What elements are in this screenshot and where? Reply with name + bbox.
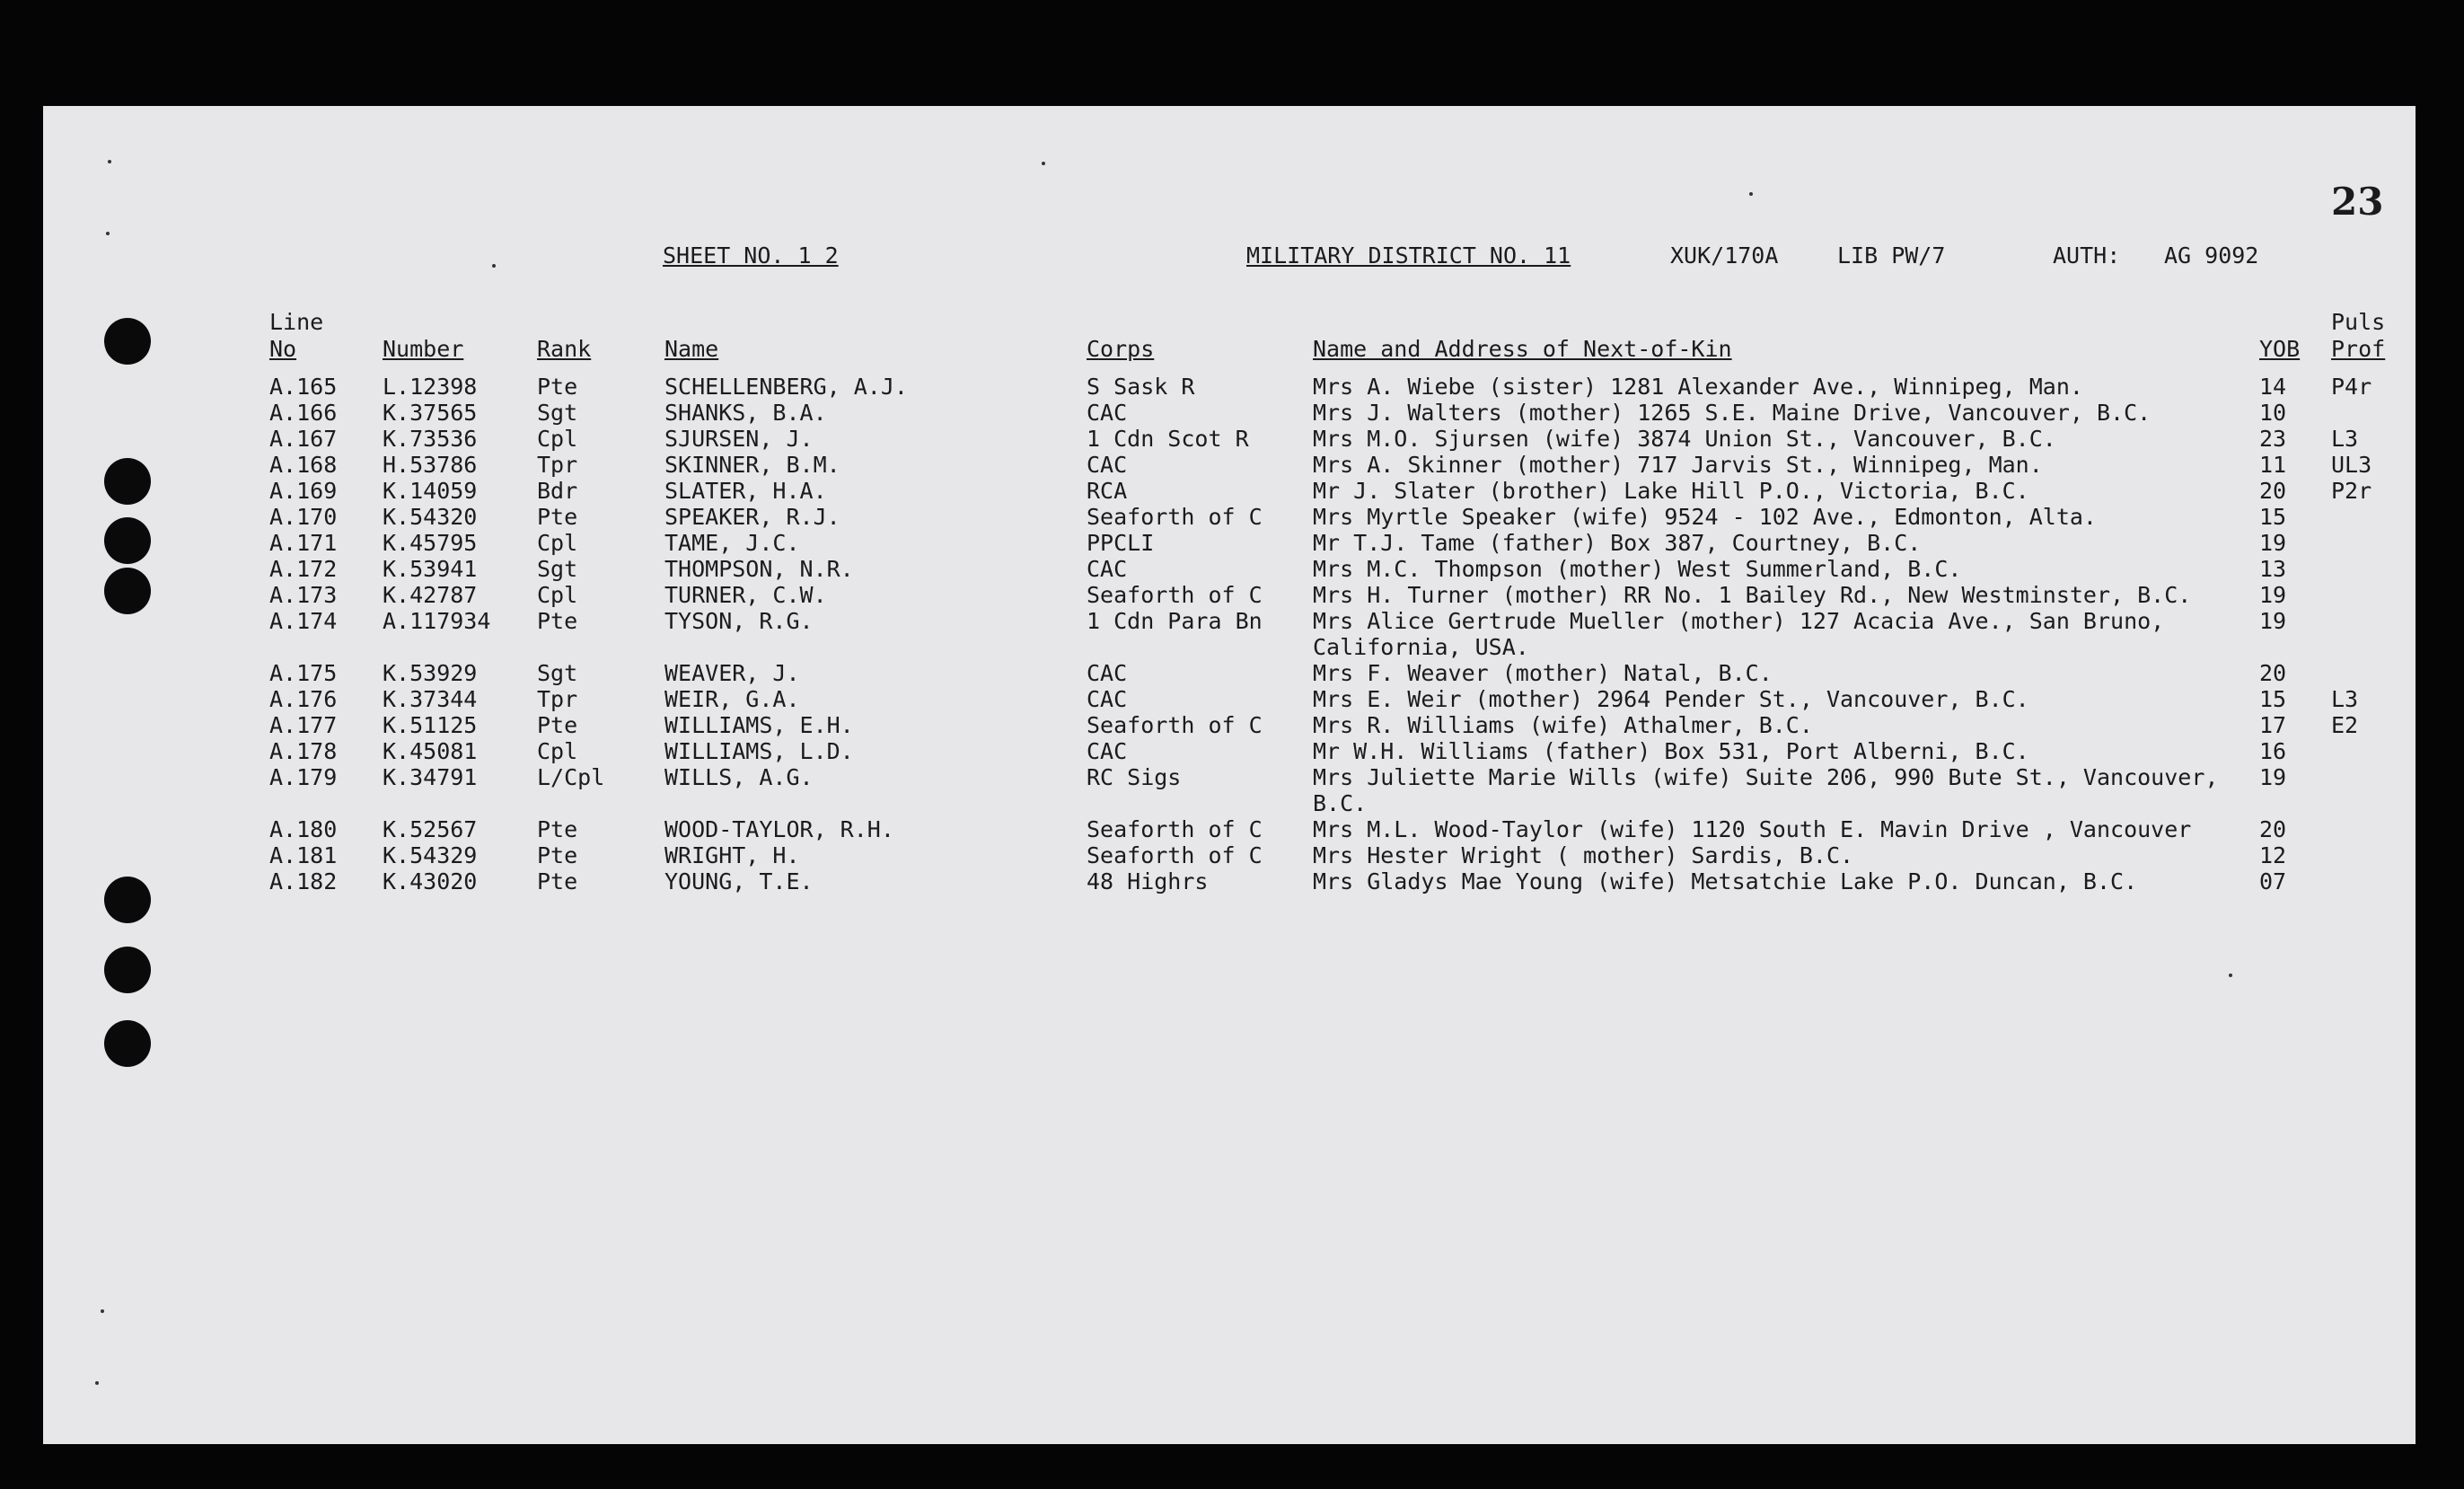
- next-of-kin: Mr J. Slater (brother) Lake Hill P.O., Victoria, B.C.: [1313, 478, 2029, 504]
- rank: Cpl: [537, 426, 578, 452]
- speck: [2229, 974, 2232, 977]
- table-row: [43, 400, 2416, 426]
- punch-hole: [104, 947, 151, 993]
- pulhems-profile: E2: [2331, 712, 2359, 738]
- table-row: [43, 686, 2416, 712]
- line-number: A.181: [269, 842, 338, 868]
- year-of-birth: 19: [2259, 764, 2287, 790]
- rank: Cpl: [537, 530, 578, 556]
- year-of-birth: 20: [2259, 478, 2287, 504]
- year-of-birth: 11: [2259, 452, 2287, 478]
- line-number: A.169: [269, 478, 338, 504]
- year-of-birth: 15: [2259, 504, 2287, 530]
- rank: Sgt: [537, 556, 578, 582]
- corps: S Sask R: [1087, 374, 1195, 400]
- speck: [1749, 192, 1753, 196]
- line-number: A.175: [269, 660, 338, 686]
- corps: CAC: [1087, 452, 1128, 478]
- next-of-kin: Mrs Gladys Mae Young (wife) Metsatchie Lake P.O. Duncan, B.C.: [1313, 868, 2138, 894]
- next-of-kin: Mrs R. Williams (wife) Athalmer, B.C.: [1313, 712, 1813, 738]
- line-number: A.180: [269, 816, 338, 842]
- table-row: [43, 452, 2416, 478]
- table-row: [43, 582, 2416, 608]
- col-head-rank: Rank: [537, 336, 592, 362]
- pulhems-profile: L3: [2331, 686, 2359, 712]
- next-of-kin: Mrs J. Walters (mother) 1265 S.E. Maine Drive, Vancouver, B.C.: [1313, 400, 2152, 426]
- table-row: [43, 504, 2416, 530]
- year-of-birth: 10: [2259, 400, 2287, 426]
- corps: CAC: [1087, 400, 1128, 426]
- line-number: A.170: [269, 504, 338, 530]
- service-number: K.54329: [383, 842, 478, 868]
- service-number: K.34791: [383, 764, 478, 790]
- col-head-line-top: Line: [269, 309, 324, 335]
- table-row: [43, 556, 2416, 582]
- service-number: H.53786: [383, 452, 478, 478]
- next-of-kin: Mr W.H. Williams (father) Box 531, Port Alberni, B.C.: [1313, 738, 2029, 764]
- line-number: A.171: [269, 530, 338, 556]
- pulhems-profile: L3: [2331, 426, 2359, 452]
- line-number: A.179: [269, 764, 338, 790]
- year-of-birth: 19: [2259, 530, 2287, 556]
- speck: [101, 1309, 104, 1313]
- speck: [106, 232, 110, 235]
- corps: RCA: [1087, 478, 1128, 504]
- punch-hole: [104, 318, 151, 365]
- speck: [95, 1381, 99, 1385]
- next-of-kin: Mrs F. Weaver (mother) Natal, B.C.: [1313, 660, 1773, 686]
- rank: Pte: [537, 712, 578, 738]
- pulhems-profile: P4r: [2331, 374, 2372, 400]
- soldier-name: WILLIAMS, E.H.: [664, 712, 854, 738]
- service-number: K.73536: [383, 426, 478, 452]
- line-number: A.168: [269, 452, 338, 478]
- speck: [492, 264, 496, 268]
- year-of-birth: 23: [2259, 426, 2287, 452]
- soldier-name: WEAVER, J.: [664, 660, 800, 686]
- soldier-name: WILLIAMS, L.D.: [664, 738, 854, 764]
- corps: CAC: [1087, 660, 1128, 686]
- soldier-name: TAME, J.C.: [664, 530, 800, 556]
- line-number: A.166: [269, 400, 338, 426]
- page-number: 23: [2331, 180, 2384, 224]
- table-row: [43, 842, 2416, 868]
- soldier-name: WRIGHT, H.: [664, 842, 800, 868]
- service-number: K.51125: [383, 712, 478, 738]
- table-row: [43, 738, 2416, 764]
- corps: 1 Cdn Para Bn: [1087, 608, 1263, 634]
- rank: L/Cpl: [537, 764, 605, 790]
- service-number: K.45795: [383, 530, 478, 556]
- soldier-name: WILLS, A.G.: [664, 764, 814, 790]
- document-sheet: [43, 106, 2416, 1444]
- year-of-birth: 14: [2259, 374, 2287, 400]
- service-number: K.54320: [383, 504, 478, 530]
- soldier-name: SCHELLENBERG, A.J.: [664, 374, 908, 400]
- corps: CAC: [1087, 738, 1128, 764]
- col-head-line-bottom: No: [269, 336, 297, 362]
- year-of-birth: 16: [2259, 738, 2287, 764]
- next-of-kin: Mrs Alice Gertrude Mueller (mother) 127 Acacia Ave., San Bruno, California, USA.: [1313, 608, 2165, 660]
- rank: Bdr: [537, 478, 578, 504]
- line-number: A.182: [269, 868, 338, 894]
- line-number: A.177: [269, 712, 338, 738]
- col-head-corps: Corps: [1087, 336, 1155, 362]
- service-number: K.53941: [383, 556, 478, 582]
- soldier-name: SJURSEN, J.: [664, 426, 814, 452]
- next-of-kin: Mrs M.L. Wood-Taylor (wife) 1120 South E. Mavin Drive , Vancouver: [1313, 816, 2192, 842]
- service-number: K.43020: [383, 868, 478, 894]
- next-of-kin: Mrs M.O. Sjursen (wife) 3874 Union St., Vancouver, B.C.: [1313, 426, 2056, 452]
- corps: Seaforth of C: [1087, 582, 1263, 608]
- rank: Tpr: [537, 452, 578, 478]
- corps: PPCLI: [1087, 530, 1155, 556]
- year-of-birth: 07: [2259, 868, 2287, 894]
- year-of-birth: 20: [2259, 816, 2287, 842]
- soldier-name: SLATER, H.A.: [664, 478, 827, 504]
- next-of-kin: Mrs A. Skinner (mother) 717 Jarvis St., Winnipeg, Man.: [1313, 452, 2043, 478]
- next-of-kin: Mrs E. Weir (mother) 2964 Pender St., Vancouver, B.C.: [1313, 686, 2029, 712]
- rank: Pte: [537, 374, 578, 400]
- corps: 1 Cdn Scot R: [1087, 426, 1249, 452]
- soldier-name: WEIR, G.A.: [664, 686, 800, 712]
- line-number: A.172: [269, 556, 338, 582]
- table-row: [43, 764, 2416, 816]
- auth-label: AUTH:: [2053, 242, 2121, 269]
- col-head-next-of-kin: Name and Address of Next-of-Kin: [1313, 336, 1732, 362]
- rank: Cpl: [537, 582, 578, 608]
- year-of-birth: 13: [2259, 556, 2287, 582]
- service-number: L.12398: [383, 374, 478, 400]
- rank: Pte: [537, 816, 578, 842]
- table-row: [43, 374, 2416, 400]
- next-of-kin: Mrs Hester Wright ( mother) Sardis, B.C.: [1313, 842, 1854, 868]
- reference-code: XUK/170A: [1670, 242, 1779, 269]
- soldier-name: SHANKS, B.A.: [664, 400, 827, 426]
- col-head-number: Number: [383, 336, 464, 362]
- year-of-birth: 17: [2259, 712, 2287, 738]
- service-number: K.45081: [383, 738, 478, 764]
- year-of-birth: 15: [2259, 686, 2287, 712]
- speck: [108, 160, 111, 163]
- soldier-name: SPEAKER, R.J.: [664, 504, 840, 530]
- col-head-prof-bottom: Prof: [2331, 336, 2386, 362]
- table-row: [43, 712, 2416, 738]
- col-head-yob: YOB: [2259, 336, 2301, 362]
- corps: Seaforth of C: [1087, 842, 1263, 868]
- sheet-number: SHEET NO. 1 2: [663, 242, 839, 269]
- soldier-name: TYSON, R.G.: [664, 608, 814, 634]
- year-of-birth: 19: [2259, 608, 2287, 634]
- table-row: [43, 530, 2416, 556]
- line-number: A.173: [269, 582, 338, 608]
- punch-hole: [104, 458, 151, 505]
- corps: CAC: [1087, 556, 1128, 582]
- rank: Sgt: [537, 660, 578, 686]
- col-head-name: Name: [664, 336, 719, 362]
- next-of-kin: Mrs Juliette Marie Wills (wife) Suite 206, 990 Bute St., Vancouver, B.C.: [1313, 764, 2219, 816]
- service-number: K.14059: [383, 478, 478, 504]
- table-row: [43, 608, 2416, 660]
- table-row: [43, 478, 2416, 504]
- corps: Seaforth of C: [1087, 816, 1263, 842]
- speck: [1042, 162, 1045, 165]
- corps: CAC: [1087, 686, 1128, 712]
- service-number: K.37344: [383, 686, 478, 712]
- corps: 48 Highrs: [1087, 868, 1209, 894]
- next-of-kin: Mrs H. Turner (mother) RR No. 1 Bailey Rd., New Westminster, B.C.: [1313, 582, 2192, 608]
- punch-hole: [104, 517, 151, 564]
- soldier-name: YOUNG, T.E.: [664, 868, 814, 894]
- military-district: MILITARY DISTRICT NO. 11: [1246, 242, 1571, 269]
- service-number: K.53929: [383, 660, 478, 686]
- service-number: K.52567: [383, 816, 478, 842]
- rank: Pte: [537, 504, 578, 530]
- table-row: [43, 816, 2416, 842]
- punch-hole: [104, 568, 151, 614]
- punch-hole: [104, 1020, 151, 1067]
- line-number: A.174: [269, 608, 338, 634]
- rank: Pte: [537, 842, 578, 868]
- line-number: A.176: [269, 686, 338, 712]
- line-number: A.165: [269, 374, 338, 400]
- table-row: [43, 660, 2416, 686]
- year-of-birth: 12: [2259, 842, 2287, 868]
- year-of-birth: 20: [2259, 660, 2287, 686]
- corps: RC Sigs: [1087, 764, 1182, 790]
- next-of-kin: Mr T.J. Tame (father) Box 387, Courtney, B.C.: [1313, 530, 1922, 556]
- pulhems-profile: UL3: [2331, 452, 2372, 478]
- line-number: A.178: [269, 738, 338, 764]
- soldier-name: TURNER, C.W.: [664, 582, 827, 608]
- soldier-name: WOOD-TAYLOR, R.H.: [664, 816, 894, 842]
- table-row: [43, 426, 2416, 452]
- soldier-name: THOMPSON, N.R.: [664, 556, 854, 582]
- soldier-name: SKINNER, B.M.: [664, 452, 840, 478]
- table-row: [43, 868, 2416, 894]
- next-of-kin: Mrs M.C. Thompson (mother) West Summerland, B.C.: [1313, 556, 1962, 582]
- next-of-kin: Mrs Myrtle Speaker (wife) 9524 - 102 Ave., Edmonton, Alta.: [1313, 504, 2097, 530]
- next-of-kin: Mrs A. Wiebe (sister) 1281 Alexander Ave., Winnipeg, Man.: [1313, 374, 2083, 400]
- service-number: A.117934: [383, 608, 491, 634]
- pulhems-profile: P2r: [2331, 478, 2372, 504]
- service-number: K.37565: [383, 400, 478, 426]
- service-number: K.42787: [383, 582, 478, 608]
- col-head-prof-top: Puls: [2331, 309, 2386, 335]
- punch-hole: [104, 877, 151, 923]
- line-number: A.167: [269, 426, 338, 452]
- records-table: [43, 374, 2416, 894]
- rank: Tpr: [537, 686, 578, 712]
- lib-reference: LIB PW/7: [1837, 242, 1946, 269]
- rank: Pte: [537, 868, 578, 894]
- corps: Seaforth of C: [1087, 712, 1263, 738]
- rank: Sgt: [537, 400, 578, 426]
- year-of-birth: 19: [2259, 582, 2287, 608]
- corps: Seaforth of C: [1087, 504, 1263, 530]
- auth-value: AG 9092: [2164, 242, 2259, 269]
- rank: Pte: [537, 608, 578, 634]
- rank: Cpl: [537, 738, 578, 764]
